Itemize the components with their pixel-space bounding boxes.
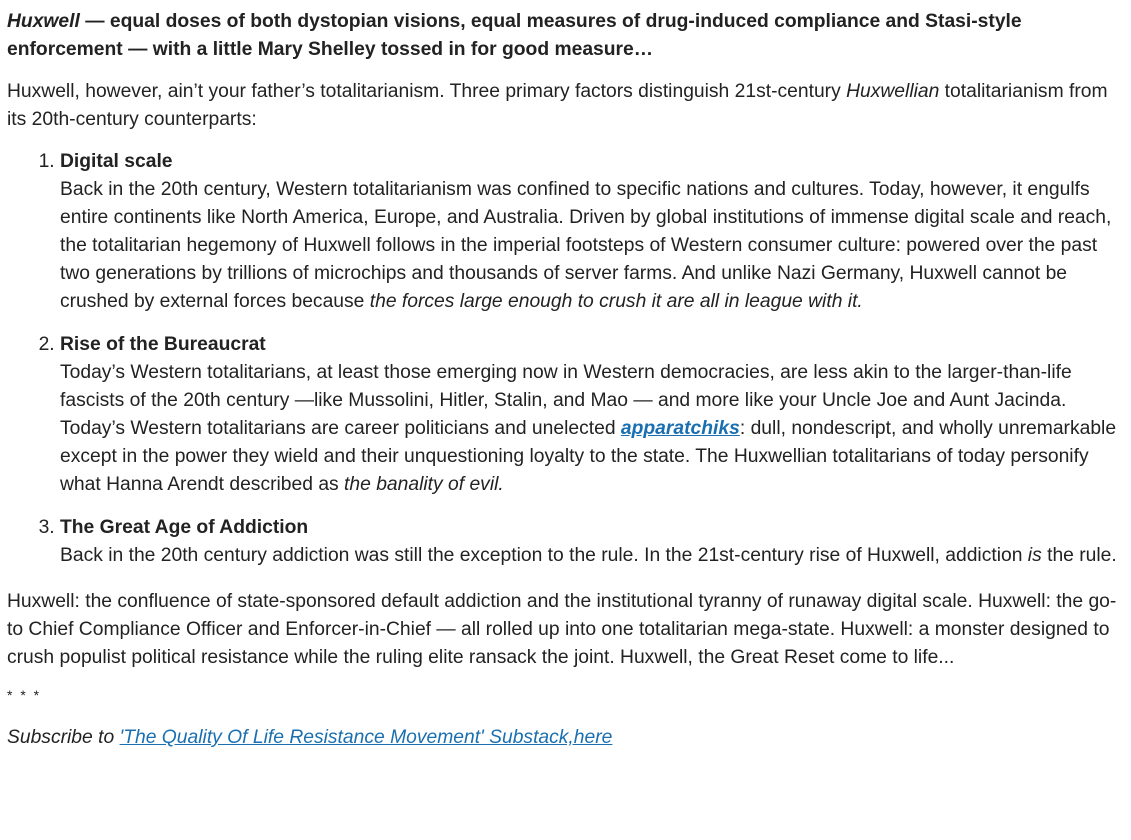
factors-list (7, 148, 1125, 570)
factor-title: 1. Digital scale (60, 151, 173, 172)
factor-body-italic: the forces large enough to crush it are all in league with it. (369, 291, 863, 312)
factor-body (60, 542, 1125, 570)
factor-title: 2. Rise of the Bureaucrat (60, 334, 266, 355)
factor-body-text-cont: the rule. (1041, 545, 1117, 566)
factors-intro-paragraph (7, 78, 1125, 134)
factor-body-text: Back in the 20th century, Western totalitarianism was confined to specific nations and cultures. Today, however, it engulfs entire continents like North America, Europe, and Australia. Driven by global institutions of immense digital scale and reach, the totalitarian hegemony of Huxwell follows in the imperial footsteps of Western consumer culture: powered over the past two generations by trillions of microchips and thousands of server farms. And unlike Nazi Germany, Huxwell cannot be crushed by external forces because (60, 179, 1112, 312)
factor-body (60, 359, 1125, 499)
subscribe-line (7, 724, 1125, 752)
intro-rest: — equal doses of both dystopian visions, equal measures of drug-induced compliance and Stasi-style enforcement — with a little Mary Shelley tossed in for good measure… (7, 11, 1022, 60)
factor-title: 3. The Great Age of Addiction (60, 517, 309, 538)
factor-rise-of-bureaucrat (60, 331, 1125, 499)
factor-body-text-cont: : dull, nondescript, and wholly unremarkable except in the power they wield and their unquestioning loyalty to the state. The Huxwellian totalitarians of today personify what Hanna Arendt described as (60, 418, 1117, 495)
subscribe-link[interactable]: 'The Quality Of Life Resistance Movement' Substack,here (119, 727, 613, 748)
factor-body-text: Back in the 20th century addiction was still the exception to the rule. In the 21st-century rise of Huxwell, addiction (60, 545, 1028, 566)
para1-italic-term: Huxwellian (846, 81, 940, 102)
factor-body-italic: is (1027, 545, 1042, 566)
subscribe-prefix: Subscribe to (7, 727, 120, 748)
factor-age-of-addiction (60, 514, 1125, 570)
para1-text-start: Huxwell, however, ain’t your father’s totalitarianism. Three primary factors distinguish 21st-century (7, 81, 847, 102)
intro-title-word: Huxwell (7, 11, 80, 32)
para1-text-end: totalitarianism from its 20th-century counterparts: (7, 81, 1108, 130)
factor-digital-scale (60, 148, 1125, 316)
apparatchiks-link[interactable]: apparatchiks (620, 418, 740, 439)
factor-body-italic: the banality of evil. (344, 474, 504, 495)
intro-heading (7, 8, 1125, 64)
section-separator: * * * (7, 687, 42, 703)
closing-paragraph: Huxwell: the confluence of state-sponsored default addiction and the institutional tyranny of runaway digital scale. Huxwell: the go-to Chief Compliance Officer and Enforcer-in-Chief — all rolled up into one totalitarian mega-state. Huxwell: a monster designed to crush populist political resistance while the ruling elite ransack the joint. Huxwell, the Great Reset come to life... (7, 591, 1117, 668)
factor-body-text: Today’s Western totalitarians, at least those emerging now in Western democracies, are less akin to the larger-than-life fascists of the 20th century —like Mussolini, Hitler, Stalin, and Mao — and more like your Uncle Joe and Aunt Jacinda. Today’s Western totalitarians are career politicians and unelected (60, 362, 1072, 439)
factor-body (60, 176, 1125, 316)
